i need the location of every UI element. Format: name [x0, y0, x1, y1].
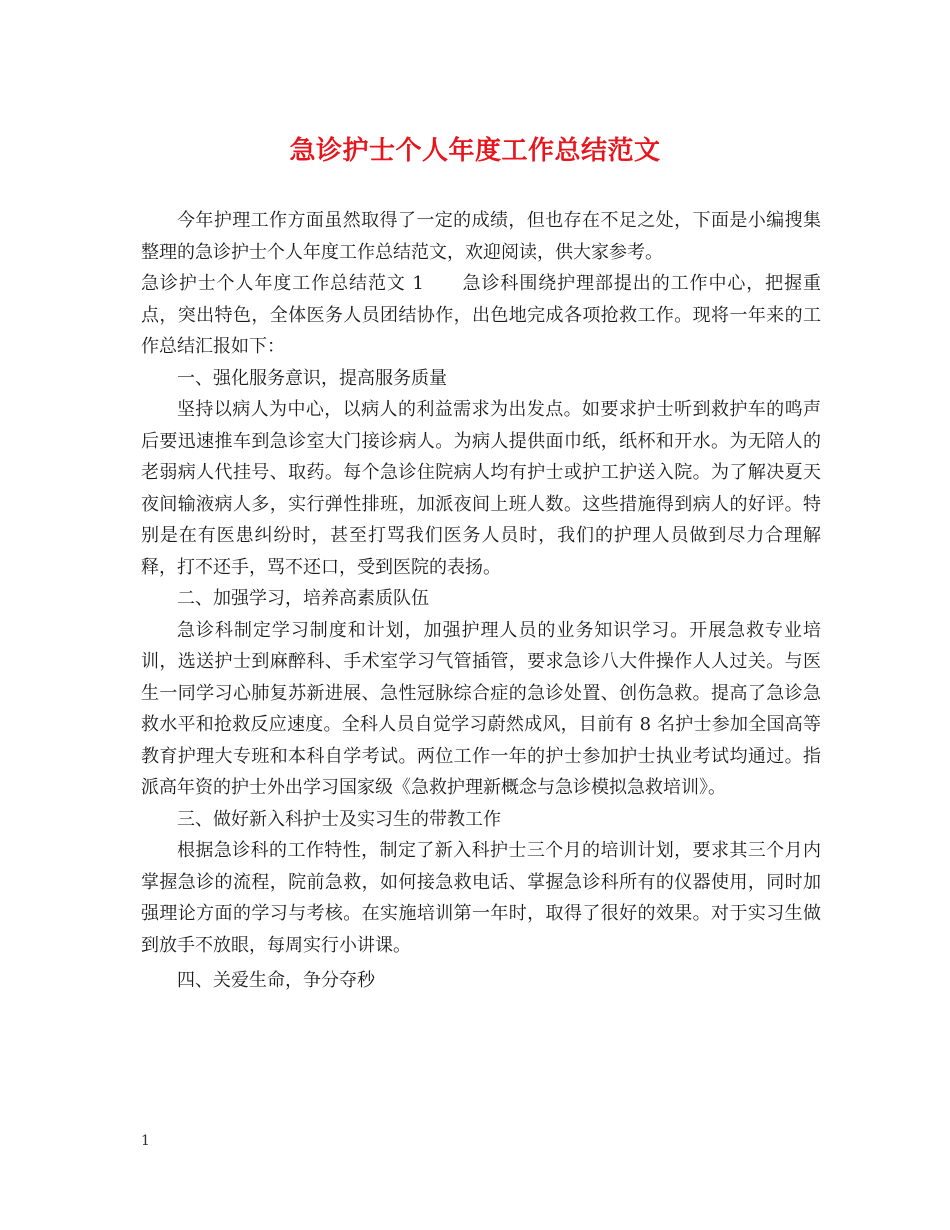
paragraph-section-3: 根据急诊科的工作特性，制定了新入科护士三个月的培训计划，要求其三个月内掌握急诊的流程，院前急救，如何接急救电话、掌握急诊科所有的仪器使用，同时加强理论方面的学习与考核。在实施培训第一年时，取得了很好的效果。对于实习生做到放手不放眼，每周实行小讲课。: [141, 840, 821, 956]
document-body: [141, 205, 821, 997]
section-heading-1: 一、强化服务意识，提高服务质量: [177, 367, 447, 389]
paragraph-summary-heading: 急诊护士个人年度工作总结范文 1 急诊科围绕护理部提出的工作中心，把握重点，突出特色，全体医务人员团结协作，出色地完成各项抢救工作。现将一年来的工作总结汇报如下：: [141, 273, 821, 357]
section-heading-2: 二、加强学习，培养高素质队伍: [177, 588, 429, 609]
section-heading-4: 四、关爱生命，争分夺秒: [177, 970, 375, 991]
section-heading-3: 三、做好新入科护士及实习生的带教工作: [177, 808, 501, 830]
paragraph-section-2: 急诊科制定学习制度和计划，加强护理人员的业务知识学习。开展急救专业培训，选送护士到麻醉科、手术室学习气管插管，要求急诊八大件操作人人过关。与医生一同学习心肺复苏新进展、急性冠脉综合症的急诊处置、创伤急救。提高了急诊急救水平和抢救反应速度。全科人员自觉学习蔚然成风，目前有 8 名护士参加全国高等教育护理大专班和本科自学考试。两位工作一年的护士参加护士执业考试均通过。指派高年资的护士外出学习国家级《急救护理新概念与急诊模拟急救培训》。: [141, 619, 821, 798]
paragraph-section-1: 坚持以病人为中心，以病人的利益需求为出发点。如要求护士听到救护车的鸣声后要迅速推车到急诊室大门接诊病人。为病人提供面巾纸，纸杯和开水。为无陪人的老弱病人代挂号、取药。每个急诊住院病人均有护士或护工护送入院。为了解决夏天夜间输液病人多，实行弹性排班，加派夜间上班人数。这些措施得到病人的好评。特别是在有医患纠纷时，甚至打骂我们医务人员时，我们的护理人员做到尽力合理解释，打不还手，骂不还口，受到医院的表扬。: [141, 399, 821, 578]
document-title: 急诊护士个人年度工作总结范文: [289, 136, 661, 166]
page-number: 1: [141, 1133, 150, 1149]
paragraph-intro: 今年护理工作方面虽然取得了一定的成绩，但也存在不足之处，下面是小编搜集整理的急诊护士个人年度工作总结范文，欢迎阅读，供大家参考。: [141, 210, 821, 263]
